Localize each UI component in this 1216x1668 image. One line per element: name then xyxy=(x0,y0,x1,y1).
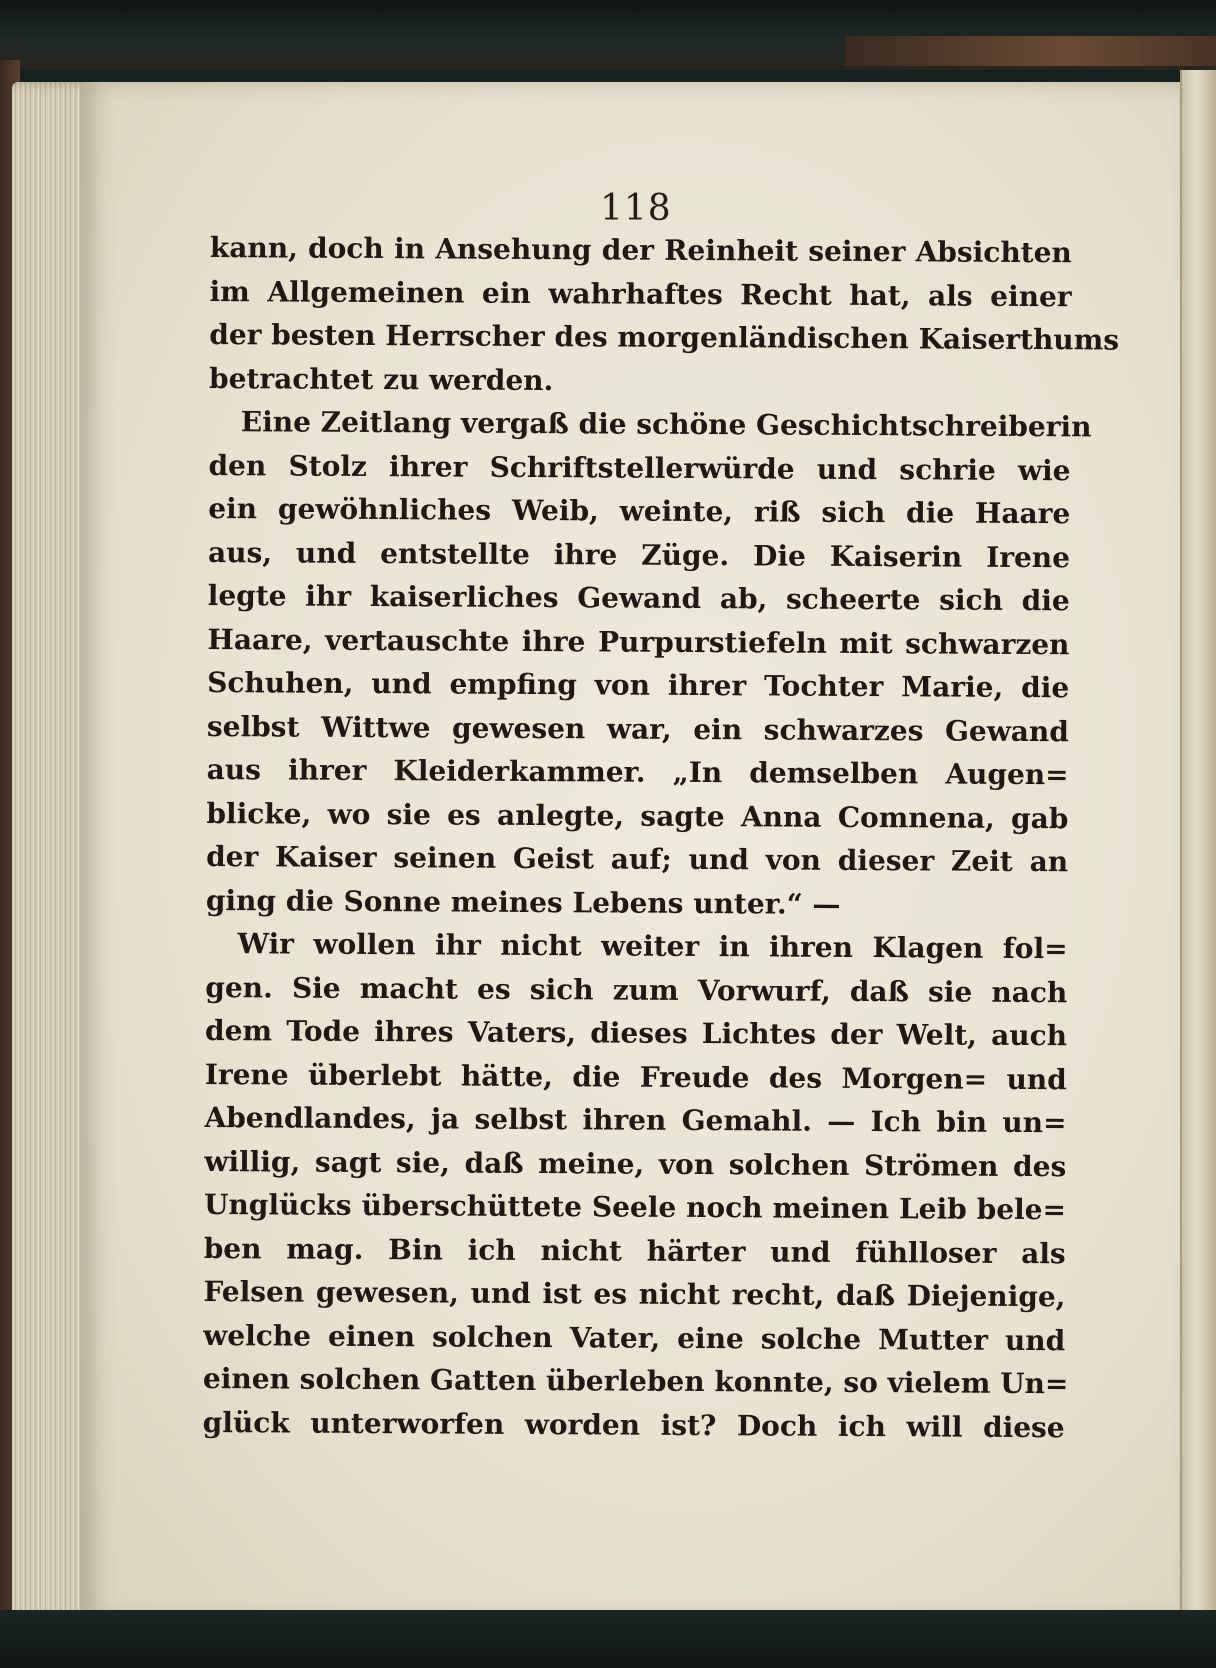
text-line: Eine Zeitlang vergaß die schöne Geschichtschreiberin xyxy=(240,405,1092,444)
page-body-text xyxy=(202,226,1120,1449)
text-line: einen solchen Gatten überleben konnte, so vielem Un= xyxy=(202,1361,1069,1401)
text-line: der Kaiser seinen Geist auf; und von dieser Zeit an xyxy=(206,839,1069,879)
text-line: den Stolz ihrer Schriftstellerwürde und schrie wie xyxy=(208,448,1071,487)
text-line: ben mag. Bin ich nicht härter und fühlloser als xyxy=(203,1231,1066,1270)
text-line: der besten Herrscher des morgenländischen Kaiserthums xyxy=(209,317,1120,357)
text-line: Unglücks überschüttete Seele noch meinen Leib bele= xyxy=(203,1187,1067,1227)
text-line: dem Tode ihres Vaters, dieses Lichtes der Welt, auch xyxy=(204,1013,1068,1053)
text-line: betrachtet zu werden. xyxy=(208,361,554,397)
text-line: welche einen solchen Vater, eine solche Mutter und xyxy=(203,1318,1066,1357)
text-line: Irene überlebt hätte, die Freude des Morgen= und xyxy=(204,1057,1067,1096)
text-line: glück unterworfen worden ist? Doch ich will diese xyxy=(202,1405,1065,1444)
background-bottom xyxy=(0,1610,1216,1668)
text-line: legte ihr kaiserliches Gewand ab, scheerte sich die xyxy=(207,578,1070,618)
text-line: Wir wollen ihr nicht weiter in ihren Klagen fol= xyxy=(237,927,1068,966)
text-line: kann, doch in Ansehung der Reinheit seiner Absichten xyxy=(209,230,1072,270)
page-number: 118 xyxy=(600,188,672,229)
text-line: Haare, vertauschte ihre Purpurstiefeln mit schwarzen xyxy=(207,622,1070,661)
text-line: willig, sagt sie, daß meine, von solchen Strömen des xyxy=(204,1144,1067,1183)
text-line: selbst Wittwe gewesen war, ein schwarzes Gewand xyxy=(206,709,1070,748)
text-line: ein gewöhnliches Weib, weinte, riß sich die Haare xyxy=(208,491,1071,531)
text-line: aus ihrer Kleiderkammer. „In demselben Augen= xyxy=(206,752,1069,792)
text-line: gen. Sie macht es sich zum Vorwurf, daß sie nach xyxy=(205,970,1068,1009)
text-line: aus, und entstellte ihre Züge. Die Kaiserin Irene xyxy=(207,535,1071,574)
facing-page-edge xyxy=(1180,70,1216,1620)
text-line: im Allgemeinen ein wahrhaftes Recht hat, als einer xyxy=(209,274,1072,313)
text-line: blicke, wo sie es anlegte, sagte Anna Comnena, gab xyxy=(206,796,1069,835)
text-line: Abendlandes, ja selbst ihren Gemahl. — Ich bin un= xyxy=(204,1100,1067,1140)
book-spine-leather xyxy=(845,36,1216,66)
text-line: Felsen gewesen, und ist es nicht recht, daß Diejenige, xyxy=(203,1274,1066,1314)
text-line: ging die Sonne meines Lebens unter.“ — xyxy=(205,883,841,921)
text-line: Schuhen, und empfing von ihrer Tochter Marie, die xyxy=(207,665,1070,705)
